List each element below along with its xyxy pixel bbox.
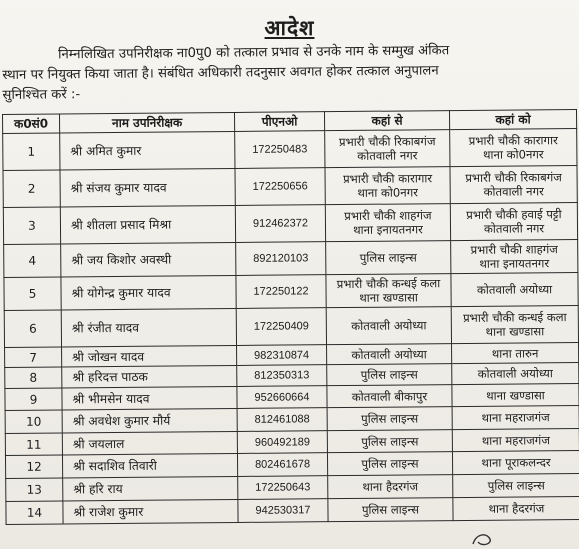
- posted-to-line: प्रभारी चौकी कारागार: [468, 133, 558, 148]
- officer-name-cell: श्री सदाशिव तिवारी: [62, 453, 237, 478]
- officer-name-cell: श्री राजेश कुमार: [63, 499, 238, 524]
- posted-from-cell: [327, 407, 452, 431]
- posted-from-cell: [328, 498, 453, 522]
- posted-from-line: पुलिस लाइन्स: [359, 250, 417, 265]
- serial-number-cell: 4: [4, 244, 61, 277]
- posted-to-cell: [451, 305, 578, 343]
- pno-cell: 982310874: [237, 345, 327, 366]
- pno-cell: 812461088: [237, 408, 327, 432]
- pno-cell: 802461678: [237, 453, 327, 477]
- serial-number-cell: 6: [4, 310, 61, 347]
- pno-cell: 172250122: [236, 275, 326, 309]
- table-row: [6, 496, 579, 524]
- paragraph-line-2: स्थान पर नियुक्त किया जाता है। संबंधित अधिकारी तदनुसार अवगत होकर तत्काल अनुपालन: [2, 63, 439, 83]
- posted-from-cell: [326, 274, 451, 308]
- posted-to-cell: [450, 128, 577, 166]
- posted-to-line: कोतवाली अयोध्या: [477, 366, 553, 381]
- officer-name-cell: श्री संजय कुमार यादव: [60, 168, 235, 207]
- serial-number-cell: 5: [4, 277, 61, 310]
- posted-from-line: पुलिस लाइन्स: [361, 456, 419, 471]
- officer-name-cell: श्री शीतला प्रसाद मिश्रा: [60, 205, 235, 244]
- table-row: [3, 165, 577, 207]
- posted-to-cell: [452, 383, 579, 406]
- posted-to-line: थाना महराजगंज: [481, 432, 550, 448]
- posted-from-cell: [326, 241, 451, 275]
- posted-to-line: प्रभारी चौकी रिकाबगंज: [465, 170, 562, 185]
- table-row: [3, 128, 577, 170]
- posted-to-line: कोतवाली नगर: [483, 221, 545, 236]
- posted-to-line: थाना पूराकलन्दर: [481, 455, 551, 470]
- header-name: नाम उपनिरीक्षक: [60, 112, 235, 133]
- posting-table: [2, 109, 579, 525]
- posted-from-line: पुलिस लाइन्स: [361, 502, 420, 517]
- table-row: [4, 305, 578, 347]
- serial-number-cell: 7: [5, 347, 62, 367]
- posted-to-cell: [452, 405, 579, 429]
- serial-number-cell: 9: [5, 388, 62, 410]
- pno-cell: 172250643: [238, 476, 328, 500]
- serial-number-cell: 12: [5, 455, 62, 478]
- posted-from-cell: [327, 385, 452, 408]
- serial-number-cell: 2: [3, 170, 60, 207]
- posted-from-line: प्रभारी चौकी कन्धई कला: [336, 276, 441, 292]
- posted-to-line: थाना हैदरगंज: [488, 501, 545, 516]
- posted-from-cell: [327, 344, 452, 365]
- officer-name-cell: श्री अमित कुमार: [60, 131, 235, 170]
- serial-number-cell: 13: [6, 478, 63, 501]
- serial-number-cell: 14: [6, 501, 63, 524]
- officer-name-cell: श्री जोखन यादव: [62, 345, 237, 367]
- posted-to-line: थाना खण्डासा: [486, 387, 545, 403]
- posted-from-cell: [325, 204, 450, 242]
- posted-from-line: पुलिस लाइन्स: [361, 411, 419, 426]
- pno-cell: 172250483: [235, 131, 325, 169]
- posted-from-line: कोतवाली बीकापुर: [351, 388, 428, 404]
- posted-to-line: पुलिस लाइन्स: [487, 478, 545, 493]
- pno-cell: 812350313: [237, 365, 327, 387]
- posted-to-cell: [450, 202, 577, 240]
- posted-to-line: कोतवाली नगर: [483, 184, 544, 199]
- posted-from-line: थाना हैदरगंज: [362, 479, 419, 494]
- posted-to-line: प्रभारी चौकी शाहगंज: [470, 242, 558, 257]
- serial-number-cell: 10: [5, 410, 62, 433]
- posted-to-cell: [453, 473, 579, 497]
- serial-number-cell: 3: [3, 207, 60, 244]
- posted-to-cell: [452, 342, 579, 363]
- table-row: [3, 202, 577, 244]
- posted-from-cell: [327, 452, 452, 476]
- serial-number-cell: 1: [3, 133, 60, 170]
- posted-to-line: थाना इनायतनगर: [479, 256, 550, 271]
- pno-cell: 942530317: [238, 499, 328, 523]
- table-row: [4, 239, 578, 277]
- posted-to-line: कोतवाली अयोध्या: [476, 282, 553, 297]
- officer-name-cell: श्री अवधेश कुमार मौर्य: [62, 408, 237, 433]
- serial-number-cell: 8: [5, 367, 62, 388]
- pno-cell: 912462372: [235, 205, 325, 243]
- header-pno: पीएनओ: [234, 112, 324, 132]
- posted-from-line: पुलिस लाइन्स: [360, 367, 418, 382]
- posted-to-cell: [450, 165, 577, 203]
- officer-name-cell: श्री योगेन्द्र कुमार यादव: [61, 275, 236, 310]
- pno-cell: 892120103: [236, 242, 326, 276]
- officer-name-cell: श्री जय किशोर अवस्थी: [61, 242, 236, 277]
- serial-number-cell: 11: [5, 433, 62, 455]
- posted-to-cell: [453, 496, 579, 520]
- pen-mark-icon: [470, 530, 496, 548]
- paragraph-line-1: निम्नलिखित उपनिरीक्षक ना0पु0 को तत्काल प्रभाव से उनके नाम के सम्मुख अंकित: [58, 43, 450, 63]
- posted-from-cell: [327, 430, 452, 453]
- posted-from-line: कोतवाली अयोध्या: [351, 318, 427, 333]
- posted-from-line: थाना को0नगर: [357, 185, 419, 200]
- posted-from-line: थाना खण्डासा: [359, 290, 418, 305]
- posted-from-line: कोतवाली अयोध्या: [351, 346, 427, 362]
- posted-from-cell: [325, 167, 450, 205]
- order-paragraph: [2, 40, 575, 106]
- officer-name-cell: श्री हरि राय: [63, 476, 238, 501]
- posted-to-line: प्रभारी चौकी कन्धई कला: [462, 310, 567, 325]
- posted-from-line: पुलिस लाइन्स: [361, 433, 419, 449]
- table-row: [4, 272, 578, 310]
- posted-from-cell: [327, 364, 452, 386]
- posted-from-line: प्रभारी चौकी कारागार: [342, 171, 433, 187]
- posted-to-cell: [452, 362, 579, 384]
- posted-from-line: प्रभारी चौकी रिकाबगंज: [338, 134, 436, 150]
- header-to: कहां को: [449, 109, 576, 129]
- pno-cell: 172250656: [235, 168, 325, 206]
- pno-cell: 952660664: [237, 386, 327, 409]
- table-body: [3, 128, 579, 524]
- paragraph-line-3: सुनिश्चित करें :-: [2, 87, 81, 103]
- posted-to-line: थाना महराजगंज: [481, 410, 550, 425]
- header-from: कहां से: [324, 111, 449, 131]
- page-title: आदेश: [264, 16, 315, 40]
- posted-to-line: प्रभारी चौकी हवाई पट्टी: [466, 207, 562, 222]
- header-sn: क0सं0: [3, 114, 60, 133]
- posted-from-cell: [328, 475, 453, 499]
- posted-to-line: थाना खण्डासा: [485, 324, 545, 339]
- officer-name-cell: श्री भीमसेन यादव: [62, 386, 237, 410]
- posted-from-cell: [325, 130, 450, 168]
- posted-from-cell: [326, 307, 451, 345]
- pno-cell: 172250409: [236, 308, 326, 346]
- posted-to-line: थाना को0नगर: [483, 147, 544, 162]
- officer-name-cell: श्री जयलाल: [62, 431, 237, 455]
- officer-name-cell: श्री हरिदत्त पाठक: [62, 365, 237, 388]
- officer-name-cell: श्री रंजीत यादव: [61, 308, 236, 347]
- posted-from-line: थाना इनायतनगर: [353, 222, 423, 237]
- posted-from-line: प्रभारी चौकी शाहगंज: [344, 208, 432, 224]
- posted-from-line: कोतवाली नगर: [357, 148, 418, 163]
- pno-cell: 960492189: [237, 431, 327, 454]
- posted-to-line: थाना तारुन: [491, 345, 539, 361]
- posted-to-cell: [451, 272, 578, 306]
- posted-to-cell: [452, 450, 579, 474]
- posted-to-cell: [451, 239, 578, 273]
- posted-to-cell: [452, 428, 579, 451]
